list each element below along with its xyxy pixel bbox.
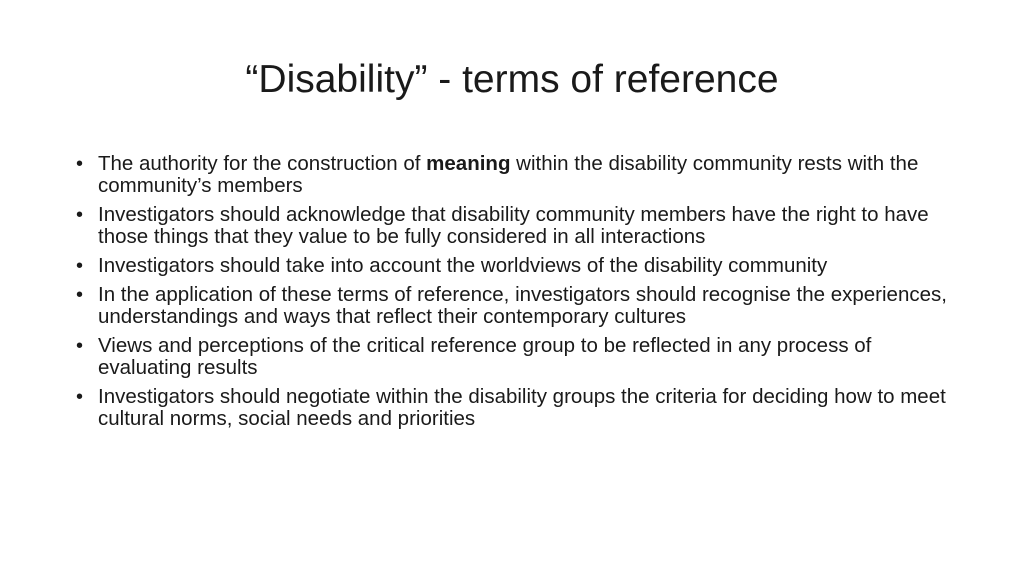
bullet-text: Investigators should take into account the worldviews of the disability community	[98, 254, 828, 277]
bullet-list	[74, 153, 954, 437]
bullet-item-worldviews	[74, 255, 954, 277]
bullet-text	[98, 152, 918, 197]
bullet-text-after: within the disability community rests with the community’s members	[98, 152, 919, 197]
slide-title: “Disability” - terms of reference	[245, 58, 779, 101]
bullet-dot-icon: •	[76, 335, 84, 357]
bullet-dot-icon: •	[76, 386, 84, 408]
bullet-text-before: The authority for the construction of	[98, 152, 427, 175]
bullet-item-acknowledge	[74, 204, 954, 248]
bullet-text: In the application of these terms of reference, investigators should recognise the experiences, understandings and ways that reflect their contemporary cultures	[98, 283, 947, 328]
bullet-text: Investigators should negotiate within the disability groups the criteria for deciding how to meet cultural norms, social needs and priorities	[98, 385, 946, 430]
bullet-text-bold: meaning	[426, 152, 511, 175]
bullet-item-views	[74, 335, 954, 379]
bullet-item-application	[74, 284, 954, 328]
bullet-dot-icon: •	[76, 255, 84, 277]
bullet-text: Investigators should acknowledge that disability community members have the right to have those things that they value to be fully considered in all interactions	[98, 203, 929, 248]
bullet-dot-icon: •	[76, 204, 84, 226]
bullet-item-negotiate	[74, 386, 954, 430]
bullet-text: Views and perceptions of the critical reference group to be reflected in any process of evaluating results	[98, 334, 872, 379]
bullet-dot-icon: •	[76, 284, 84, 306]
bullet-dot-icon: •	[76, 153, 84, 175]
bullet-item-authority	[74, 153, 954, 197]
